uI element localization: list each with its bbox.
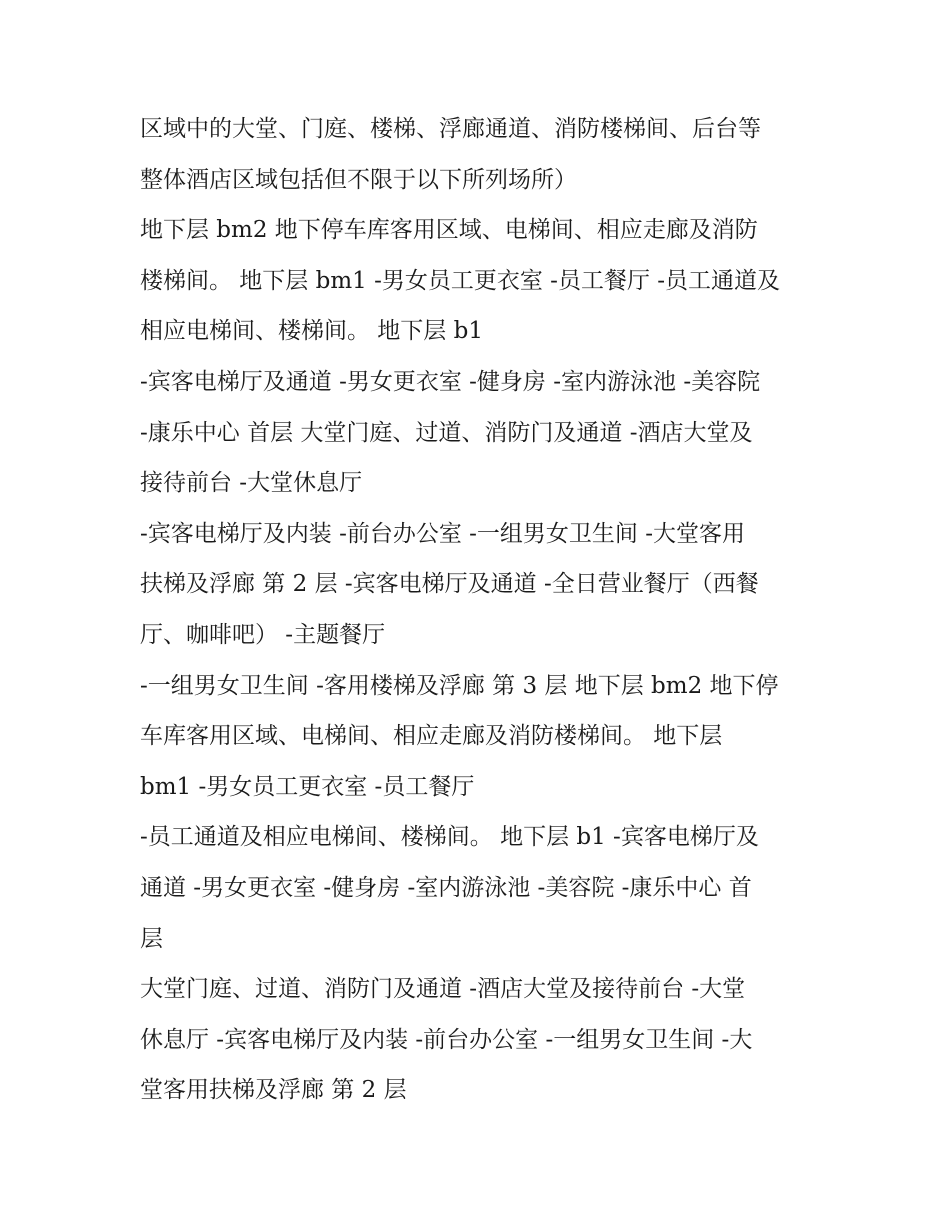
text-line: bm1 -男女员工更衣室 -员工餐厅 bbox=[140, 773, 475, 800]
text-line: 相应电梯间、楼梯间。 地下层 b1 bbox=[140, 318, 483, 345]
text-line: 地下层 bm2 地下停车库客用区域、电梯间、相应走廊及消防 bbox=[140, 217, 758, 244]
text-line: -一组男女卫生间 -客用楼梯及浮廊 第 3 层 地下层 bm2 地下停 bbox=[140, 672, 779, 699]
text-line: -员工通道及相应电梯间、楼梯间。 地下层 b1 -宾客电梯厅及 bbox=[140, 824, 759, 851]
text-line: 车库客用区域、电梯间、相应走廊及消防楼梯间。 地下层 bbox=[140, 723, 723, 750]
text-line: 楼梯间。 地下层 bm1 -男女员工更衣室 -员工餐厅 -员工通道及 bbox=[140, 267, 781, 294]
text-line: 扶梯及浮廊 第 2 层 -宾客电梯厅及通道 -全日营业餐厅（西餐 bbox=[140, 571, 759, 598]
text-line: 大堂门庭、过道、消防门及通道 -酒店大堂及接待前台 -大堂 bbox=[140, 976, 746, 1003]
text-line: 层 bbox=[140, 925, 163, 952]
text-line: -康乐中心 首层 大堂门庭、过道、消防门及通道 -酒店大堂及 bbox=[140, 419, 753, 446]
text-line: 厅、咖啡吧） -主题餐厅 bbox=[140, 621, 386, 648]
document-body bbox=[140, 104, 820, 1116]
text-line: 整体酒店区域包括但不限于以下所列场所） bbox=[140, 166, 577, 193]
text-line: 休息厅 -宾客电梯厅及内装 -前台办公室 -一组男女卫生间 -大 bbox=[140, 1026, 753, 1053]
text-line: -宾客电梯厅及内装 -前台办公室 -一组男女卫生间 -大堂客用 bbox=[140, 520, 746, 547]
text-line: -宾客电梯厅及通道 -男女更衣室 -健身房 -室内游泳池 -美容院 bbox=[140, 368, 761, 395]
text-line: 堂客用扶梯及浮廊 第 2 层 bbox=[140, 1077, 407, 1104]
text-line: 区域中的大堂、门庭、楼梯、浮廊通道、消防楼梯间、后台等 bbox=[140, 116, 761, 142]
text-line: 接待前台 -大堂休息厅 bbox=[140, 470, 363, 497]
text-line: 通道 -男女更衣室 -健身房 -室内游泳池 -美容院 -康乐中心 首 bbox=[140, 874, 752, 901]
